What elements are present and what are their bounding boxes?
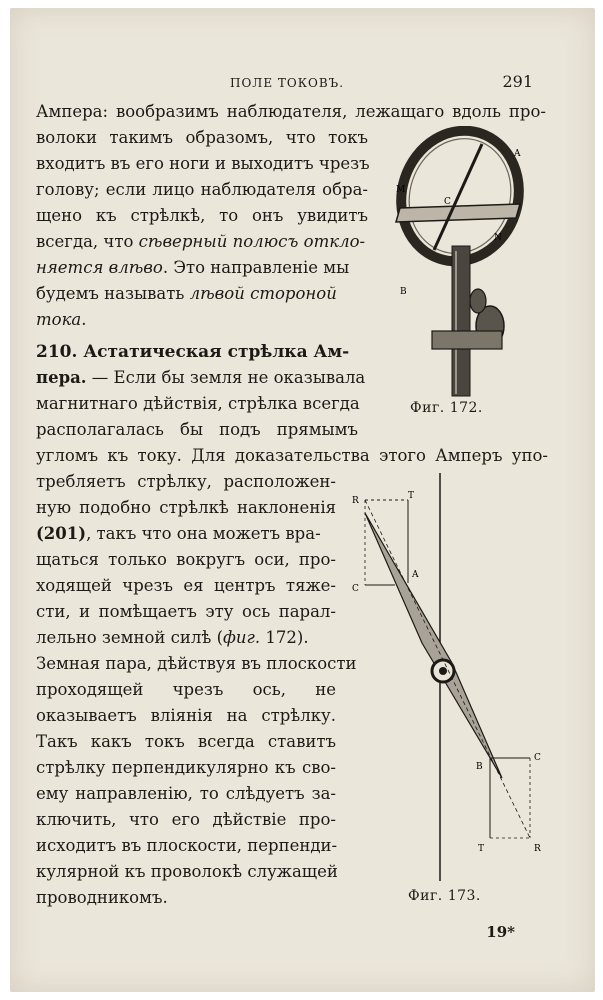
- text-line: ему направленію, то слѣдуетъ за-: [36, 784, 336, 803]
- text-line: щено къ стрѣлкѣ, то онъ увидитъ: [36, 206, 368, 225]
- text-line: голову; если лицо наблюдателя обра-: [36, 180, 368, 199]
- text-line: проводникомъ.: [36, 888, 168, 907]
- text-span: лельно земной силѣ (: [36, 628, 224, 647]
- italic-span: фиг.: [223, 628, 261, 647]
- book-page: [10, 8, 595, 992]
- text-line: [36, 366, 366, 390]
- fig173-label-t-top: T: [408, 491, 415, 501]
- figure-172-caption: Фиг. 172.: [410, 400, 483, 416]
- figure-173-diagram: [340, 473, 560, 883]
- italic-span: сѣверный полюсъ откло-: [138, 232, 366, 251]
- text-line: кулярной къ проволокѣ служащей: [36, 862, 338, 881]
- fig172-label-a: A: [514, 149, 521, 159]
- italic-span: няется влѣво: [36, 258, 163, 277]
- fig172-label-n: N: [494, 233, 502, 243]
- text-line: входитъ въ его ноги и выходитъ чрезъ: [36, 154, 370, 173]
- text-line: располагалась бы подъ прямымъ: [36, 420, 358, 439]
- text-line: ключить, что его дѣйствіе про-: [36, 810, 336, 829]
- text-span: — Если бы земля не оказывала: [86, 368, 366, 387]
- fig172-frame: [396, 204, 520, 222]
- text-line: угломъ къ току. Для доказательства этого Амперъ упо-: [36, 446, 548, 465]
- section-heading: 210. Астатическая стрѣлка Ам-: [36, 342, 350, 362]
- fig173-label-r-bottom: R: [534, 844, 541, 854]
- fig172-label-c: C: [444, 197, 451, 207]
- text-span: , такъ что она можетъ вра-: [86, 524, 321, 543]
- fig172-label-m: M: [396, 185, 406, 195]
- fig173-label-t-bottom: T: [478, 844, 485, 854]
- text-line: [36, 522, 336, 546]
- text-line: волоки такимъ образомъ, что токъ: [36, 128, 368, 147]
- text-line: Земная пара, дѣйствуя въ плоскости: [36, 654, 357, 673]
- fig172-clamp: [432, 331, 502, 349]
- fig173-label-c-left: C: [352, 584, 359, 594]
- text-line: Такъ какъ токъ всегда ставитъ: [36, 732, 336, 751]
- text-span: . Это направленіе мы: [162, 258, 350, 277]
- italic-span: лѣвой стороной: [189, 284, 337, 303]
- text-line: сти, и помѣщаетъ эту ось парал-: [36, 602, 336, 621]
- fig173-label-r-top: R: [352, 496, 359, 506]
- running-head: ПОЛЕ ТОКОВЪ.: [230, 76, 345, 90]
- fig172-label-b: B: [400, 287, 407, 297]
- fig172-knob: [470, 289, 486, 313]
- text-line: [36, 256, 368, 280]
- text-line: стрѣлку перпендикулярно къ сво-: [36, 758, 336, 777]
- text-line: магнитнаго дѣйствія, стрѣлка всегда: [36, 394, 360, 413]
- text-span: 172).: [260, 628, 309, 647]
- text-span: .: [81, 310, 87, 329]
- reference-number: (201): [36, 524, 87, 543]
- text-line: проходящей чрезъ ось, не: [36, 680, 336, 699]
- fig173-needle: [365, 513, 502, 778]
- text-line: щаться только вокругъ оси, про-: [36, 550, 336, 569]
- text-line: [36, 626, 336, 650]
- fig173-label-a: A: [412, 570, 419, 580]
- page-number: 291: [502, 72, 533, 91]
- fig173-label-c-right: C: [534, 753, 541, 763]
- fig172-needle: [434, 144, 482, 250]
- section-heading-line: [36, 340, 358, 364]
- figure-172-astatic-needle: [370, 126, 550, 398]
- figure-173-caption: Фиг. 173.: [408, 888, 481, 904]
- text-line: требляетъ стрѣлку, расположен-: [36, 472, 336, 491]
- text-line: оказываетъ вліянія на стрѣлку.: [36, 706, 336, 725]
- section-heading: пера.: [36, 368, 87, 387]
- text-line: ную подобно стрѣлкѣ наклоненія: [36, 498, 336, 517]
- text-span: всегда, что: [36, 232, 134, 251]
- text-span: будемъ называть: [36, 284, 185, 303]
- text-line: [36, 282, 368, 306]
- fig172-column: [452, 246, 470, 396]
- fig173-label-b: B: [476, 762, 483, 772]
- text-line: ходящей чрезъ ея центръ тяже-: [36, 576, 336, 595]
- text-line: [36, 308, 368, 332]
- italic-span: тока: [36, 310, 82, 329]
- text-line: исходитъ въ плоскости, перпенди-: [36, 836, 338, 855]
- signature-mark: 19*: [486, 923, 515, 941]
- text-line: Ампера: вообразимъ наблюдателя, лежащаго вдоль про-: [36, 102, 546, 121]
- text-line: [36, 230, 368, 254]
